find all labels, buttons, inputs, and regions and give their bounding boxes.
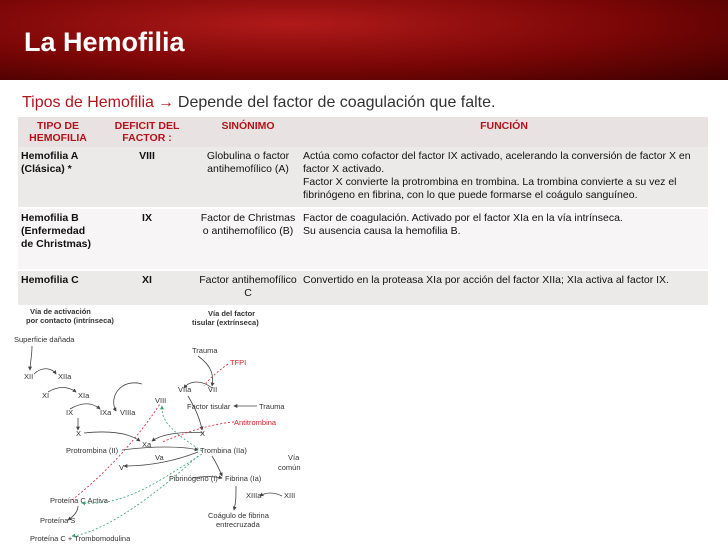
funcion-cell xyxy=(300,208,708,270)
factor-xia: XIa xyxy=(78,391,90,400)
table-row xyxy=(18,147,708,208)
proteina-s-label: Proteína S xyxy=(40,516,76,525)
via-intrinseca-label: Vía de activación xyxy=(30,307,91,316)
funcion-line: Su ausencia causa la hemofilia B. xyxy=(303,225,461,237)
feedback-arrows xyxy=(72,406,202,536)
table-row xyxy=(18,270,708,306)
trauma-label-2: Trauma xyxy=(259,402,285,411)
sinonimo-cell: Globulina o factor antihemofílico (A) xyxy=(206,150,290,175)
factor-tisular: Factor tisular xyxy=(187,402,231,411)
via-extrinseca-label-2: tisular (extrínseca) xyxy=(192,318,259,327)
fibrina-label: Fibrina (Ia) xyxy=(225,474,262,483)
col-header-tipo: TIPO DE HEMOFILIA xyxy=(29,120,87,144)
protrombina-label: Protrombina (II) xyxy=(66,446,119,455)
fibrinogeno-label: Fibrinógeno (I) xyxy=(169,474,218,483)
tipo-cell: Hemofilia A (Clásica) * xyxy=(21,150,78,175)
factor-xiii: XIII xyxy=(284,491,296,500)
factor-x-left: X xyxy=(76,429,82,438)
funcion-cell xyxy=(300,147,708,208)
factor-cell: VIII xyxy=(139,150,155,162)
factor-xi: XI xyxy=(42,391,50,400)
coagulo-label: Coágulo de fibrina xyxy=(208,511,269,520)
via-comun-label: Vía xyxy=(288,453,300,462)
via-intrinseca-label-2: por contacto (intrínseca) xyxy=(26,316,114,325)
table-row xyxy=(18,208,708,270)
funcion-line: Factor X convierte la protrombina en trombina. La trombina convierte a su vez el fibrinógeno en fibrina, con lo que puede formarse el coágulo sanguíneo. xyxy=(303,176,677,201)
proteina-c-tm-label: Proteína C + Trombomodulina xyxy=(30,534,131,543)
via-extrinseca-label: Vía del factor xyxy=(208,309,256,318)
factor-cell: IX xyxy=(142,212,152,224)
slide-title: La Hemofilia xyxy=(24,27,185,57)
proteina-c-label: Proteína C Activa xyxy=(50,496,108,505)
col-header-deficit: DEFICIT DEL FACTOR : xyxy=(114,120,180,144)
subtitle xyxy=(22,94,495,112)
funcion-cell: Convertido en la proteasa XIa por acción del factor XIIa; XIa activa al factor IX. xyxy=(303,274,669,286)
funcion-line: Factor de coagulación. Activado por el factor XIa en la vía intrínseca. xyxy=(303,212,623,224)
factor-xii: XII xyxy=(24,372,34,381)
factor-ix: IX xyxy=(66,408,74,417)
subtitle-text: Depende del factor de coagulación que falte. xyxy=(177,94,496,111)
factor-ixa: IXa xyxy=(100,408,112,417)
superficie-label: Superficie dañada xyxy=(14,335,75,344)
factor-va: Va xyxy=(155,453,164,462)
factor-xiiia: XIIIa xyxy=(246,491,262,500)
trauma-label: Trauma xyxy=(192,346,218,355)
sinonimo-cell: Factor de Christmas o antihemofílico (B) xyxy=(200,212,296,237)
tipo-cell: Hemofilia B (Enfermedad de Christmas) xyxy=(21,212,92,250)
tfpi-label: TFPI xyxy=(230,358,247,367)
factor-xa: Xa xyxy=(142,440,152,449)
factor-viia: VIIa xyxy=(178,385,192,394)
coagulo-label-2: entrecruzada xyxy=(216,520,260,529)
arrow-right-icon: → xyxy=(157,94,174,111)
factor-x-right: X xyxy=(200,429,206,438)
via-comun-label-2: común xyxy=(278,463,301,472)
factor-v: V xyxy=(119,463,125,472)
subtitle-lead: Tipos de Hemofilia xyxy=(22,94,154,111)
factor-xiia: XIIa xyxy=(58,372,72,381)
col-header-funcion: FUNCIÓN xyxy=(480,120,528,132)
factor-viii: VIII xyxy=(155,396,167,405)
antitrombina-label: Antitrombina xyxy=(234,418,277,427)
factor-viiia: VIIIa xyxy=(120,408,136,417)
tipo-cell: Hemofilia C xyxy=(21,274,79,286)
factor-vii: VII xyxy=(208,385,218,394)
funcion-line: Actúa como cofactor del factor IX activado, acelerando la conversión de factor X en factor X activado. xyxy=(303,150,691,175)
coagulation-cascade-diagram xyxy=(12,306,312,544)
sinonimo-cell: Factor antihemofílico C xyxy=(199,274,297,299)
table-header-row xyxy=(18,117,708,147)
col-header-sinonimo: SINÓNIMO xyxy=(221,120,275,132)
title-bar xyxy=(0,0,728,80)
hemofilia-table xyxy=(18,117,708,307)
trombina-label: Trombina (IIa) xyxy=(200,446,247,455)
factor-cell: XI xyxy=(142,274,152,286)
